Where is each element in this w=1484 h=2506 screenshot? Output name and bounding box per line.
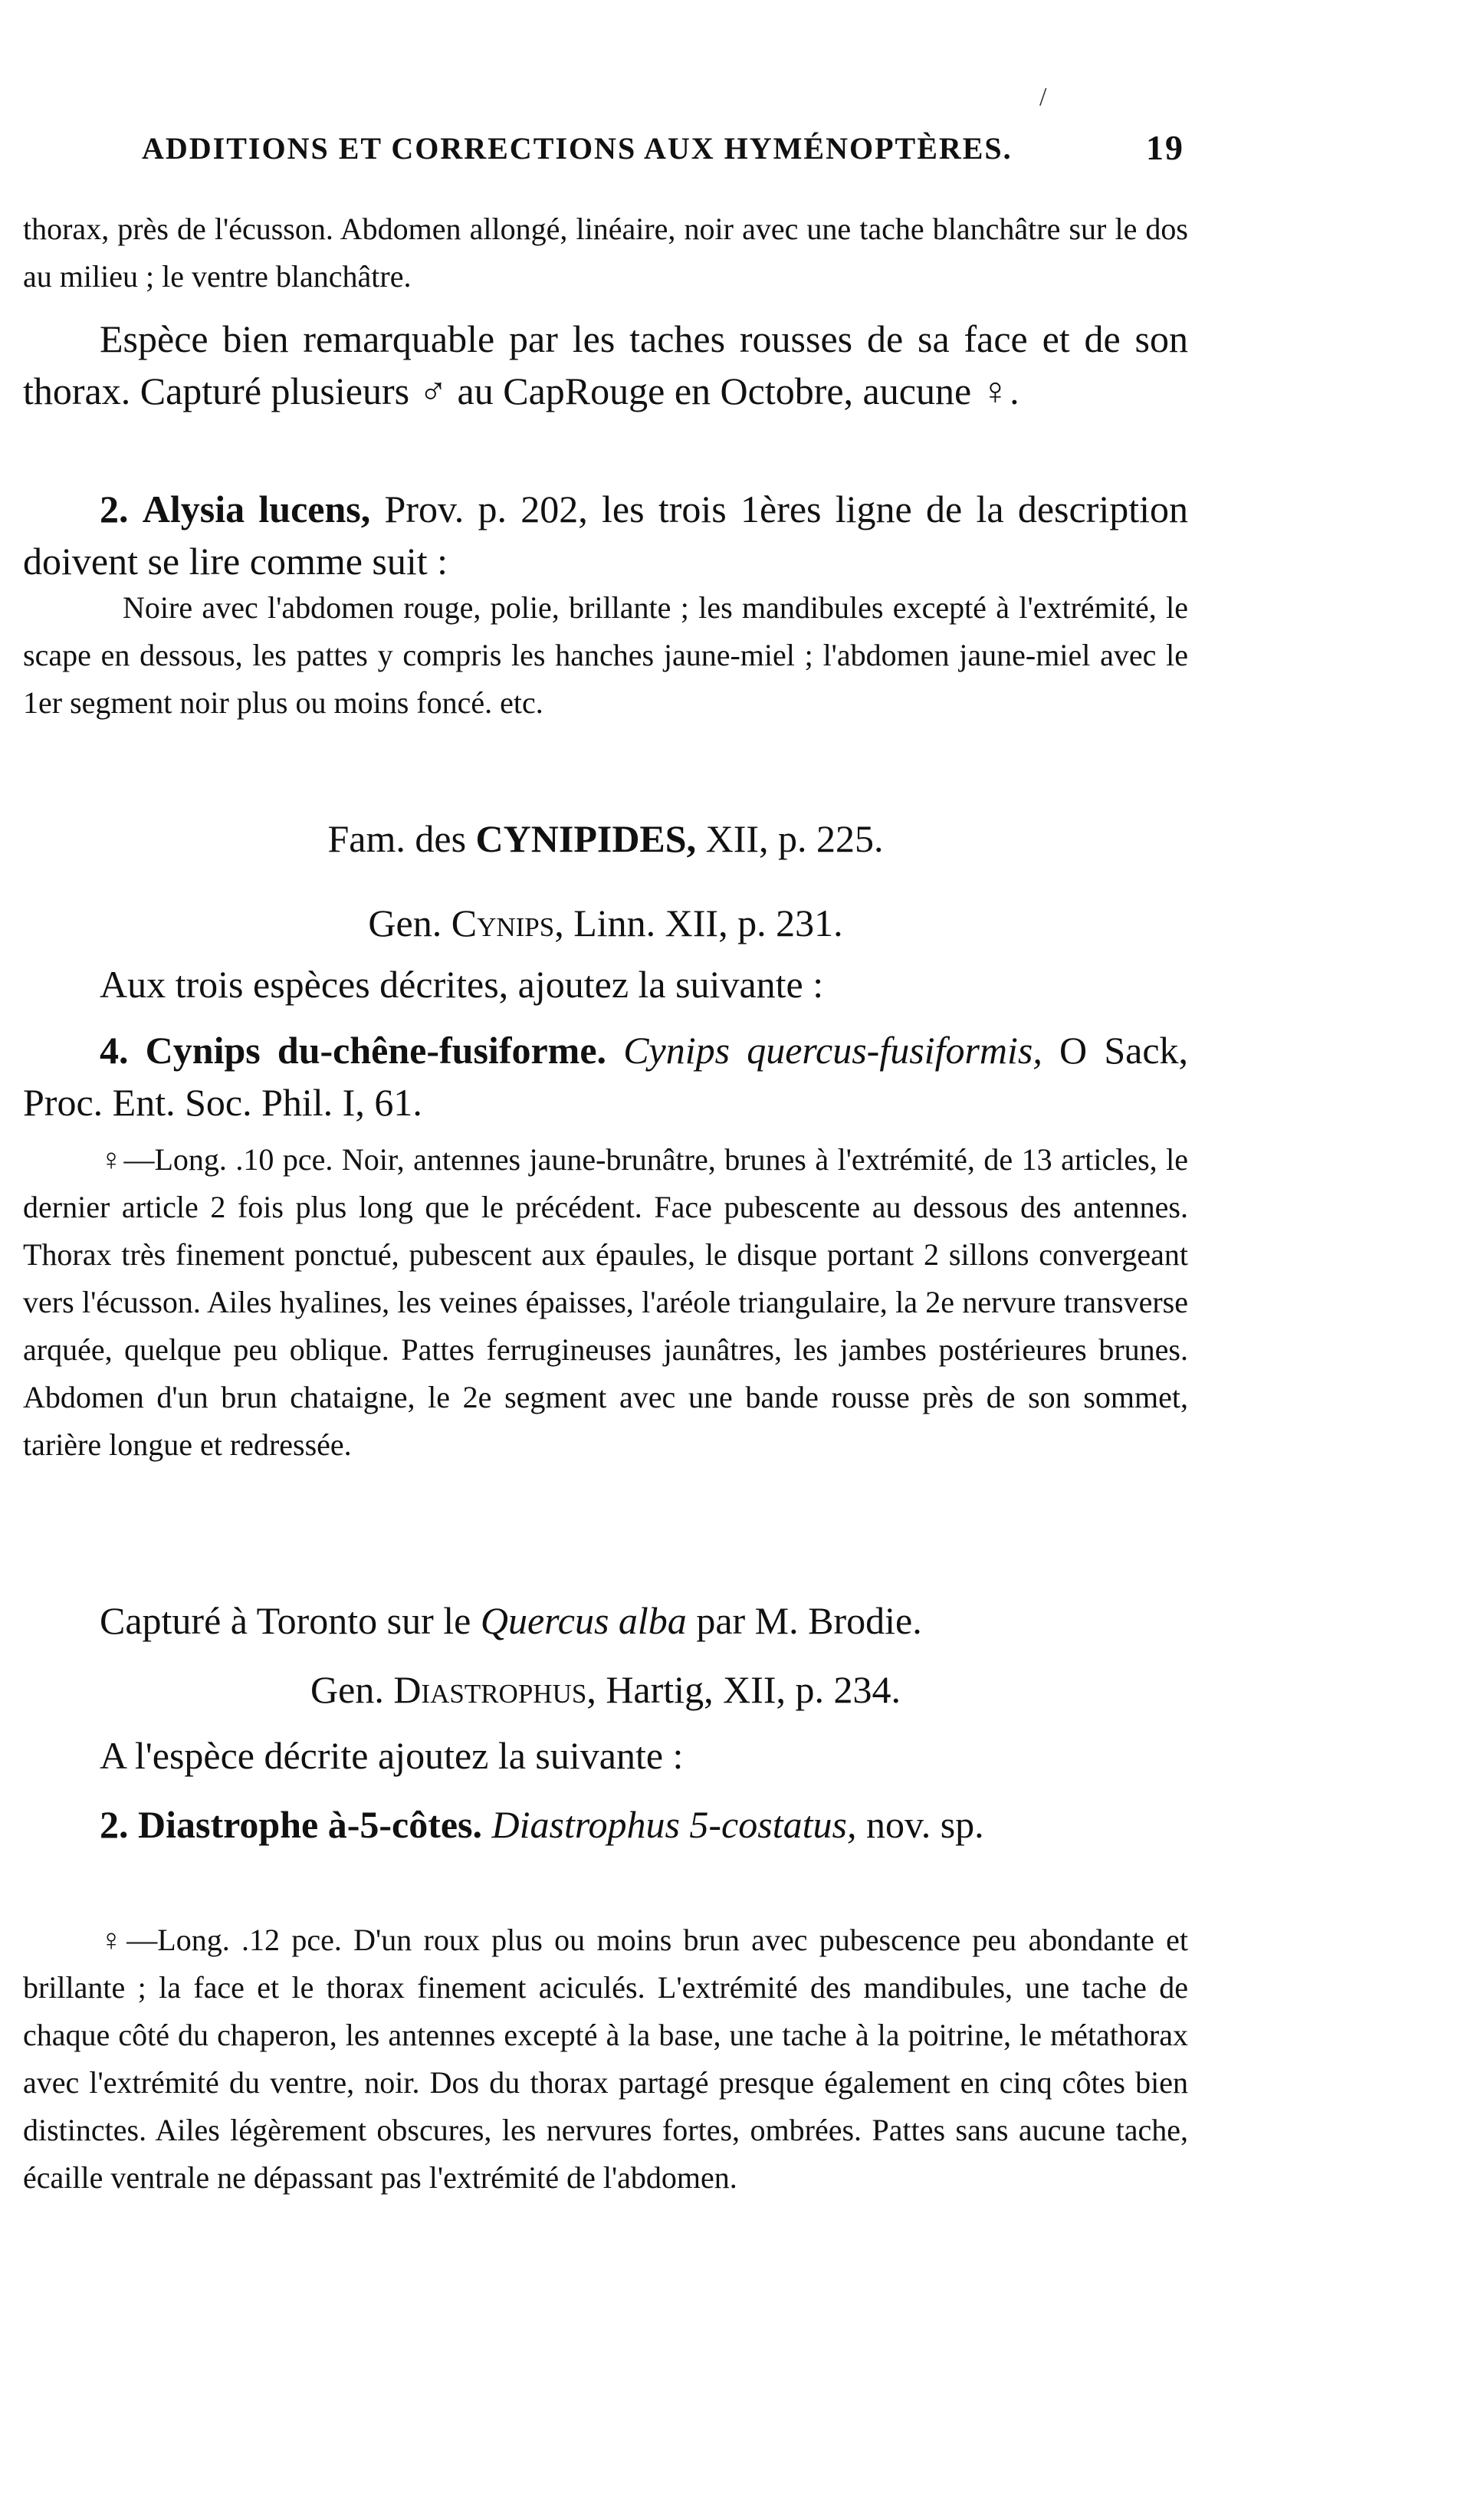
entry-reference: O Sack, Proc. Ent. Soc. Phil. I, 61. bbox=[23, 1029, 1189, 1124]
entry-diastrophe bbox=[23, 1798, 1188, 1851]
margin-mark: / bbox=[1039, 83, 1047, 111]
paragraph-thorax: thorax, près de l'écusson. Abdomen allongé, linéaire, noir avec une tache blanchâtre sur le dos au milieu ; le ventre blanchâtre. bbox=[23, 212, 1188, 294]
species-name: Alysia lucens, bbox=[142, 488, 371, 530]
paragraph-espece: Espèce bien remarquable par les taches rousses de sa face et de son thorax. Capturé plusieurs ♂ au CapRouge en Octobre, aucune ♀. bbox=[23, 317, 1188, 412]
genus-reference: Hartig, XII, p. 234. bbox=[596, 1668, 901, 1711]
latin-name: Cynips quercus-fusiformis, bbox=[623, 1029, 1042, 1072]
entry-text: Prov. p. 202, les trois 1ères ligne de la description doivent se lire comme suit : bbox=[23, 488, 1189, 583]
family-prefix: Fam. des bbox=[327, 817, 476, 860]
entry-number: 4. bbox=[100, 1029, 129, 1072]
paragraph-description: Noire avec l'abdomen rouge, polie, brillante ; les mandibules excepté à l'extrémité, le scape en dessous, les pattes y compris les hanches jaune-miel ; l'abdomen jaune-miel avec le 1er segment noir plus ou moins foncé. etc. bbox=[23, 590, 1188, 720]
genus-prefix: Gen. bbox=[368, 902, 451, 944]
entry-alysia-lucens bbox=[23, 483, 1188, 587]
genus-reference: Linn. XII, p. 231. bbox=[563, 902, 843, 944]
paragraph-aux-trois: Aux trois espèces décrites, ajoutez la suivante : bbox=[100, 963, 824, 1006]
entry-cynips bbox=[23, 1024, 1188, 1128]
latin-name: Diastrophus 5-costatus, bbox=[491, 1803, 857, 1846]
genus-name: Diastrophus, bbox=[393, 1668, 596, 1711]
running-title: ADDITIONS ET CORRECTIONS AUX HYMÉNOPTÈRES. bbox=[142, 131, 1013, 166]
family-heading bbox=[0, 813, 1211, 865]
capture-text: Capturé à Toronto sur le bbox=[100, 1599, 481, 1642]
genus-prefix: Gen. bbox=[310, 1668, 394, 1711]
paragraph-capture bbox=[23, 1595, 1188, 1647]
paragraph-cynips-description: ♀—Long. .10 pce. Noir, antennes jaune-brunâtre, brunes à l'extrémité, de 13 articles, le dernier article 2 fois plus long que le précédent. Face pubescente au dessous des antennes. Thorax très finement ponctué, pubescent aux épaules, le disque portant 2 sillons convergeant vers l'écusson. Ailes hyalines, les veines épaisses, l'aréole triangulaire, la 2e nervure transverse arquée, quelque peu oblique. Pattes ferrugineuses jaunâtres, les jambes postérieures brunes. Abdomen d'un brun chataigne, le 2e segment avec une bande rousse près de son sommet, tarière longue et redressée. bbox=[23, 1142, 1188, 1462]
paragraph-diastrophe-description: ♀—Long. .12 pce. D'un roux plus ou moins brun avec pubescence peu abondante et brillante ; la face et le thorax finement aciculés. L'extrémité des mandibules, une tache de chaque côté du chaperon, les antennes excepté à la base, une tache à la poitrine, le métathorax avec l'extrémité du ventre, noir. Dos du thorax partagé presque également en cinq côtes bien distinctes. Ailes légèrement obscures, les nervures fortes, ombrées. Pattes sans aucune tache, écaille ventrale ne dépassant pas l'extrémité de l'abdomen. bbox=[23, 1923, 1188, 2195]
capture-collector: par M. Brodie. bbox=[686, 1599, 922, 1642]
entry-number: 2. bbox=[100, 488, 129, 530]
page-number: 19 bbox=[1146, 128, 1184, 167]
genus-heading-diastrophus bbox=[0, 1664, 1211, 1716]
latin-host: Quercus alba bbox=[480, 1599, 687, 1642]
entry-text: nov. sp. bbox=[856, 1803, 984, 1846]
species-name: Cynips du-chêne-fusiforme. bbox=[145, 1029, 607, 1072]
page-header bbox=[142, 130, 1184, 176]
genus-name: Cynips, bbox=[451, 902, 564, 944]
entry-number: 2. bbox=[100, 1803, 129, 1846]
family-reference: XII, p. 225. bbox=[696, 817, 884, 860]
species-name: Diastrophe à-5-côtes. bbox=[138, 1803, 482, 1846]
family-name: CYNIPIDES, bbox=[475, 817, 697, 860]
paragraph-a-lespece: A l'espèce décrite ajoutez la suivante : bbox=[100, 1734, 684, 1777]
genus-heading-cynips bbox=[0, 897, 1211, 949]
